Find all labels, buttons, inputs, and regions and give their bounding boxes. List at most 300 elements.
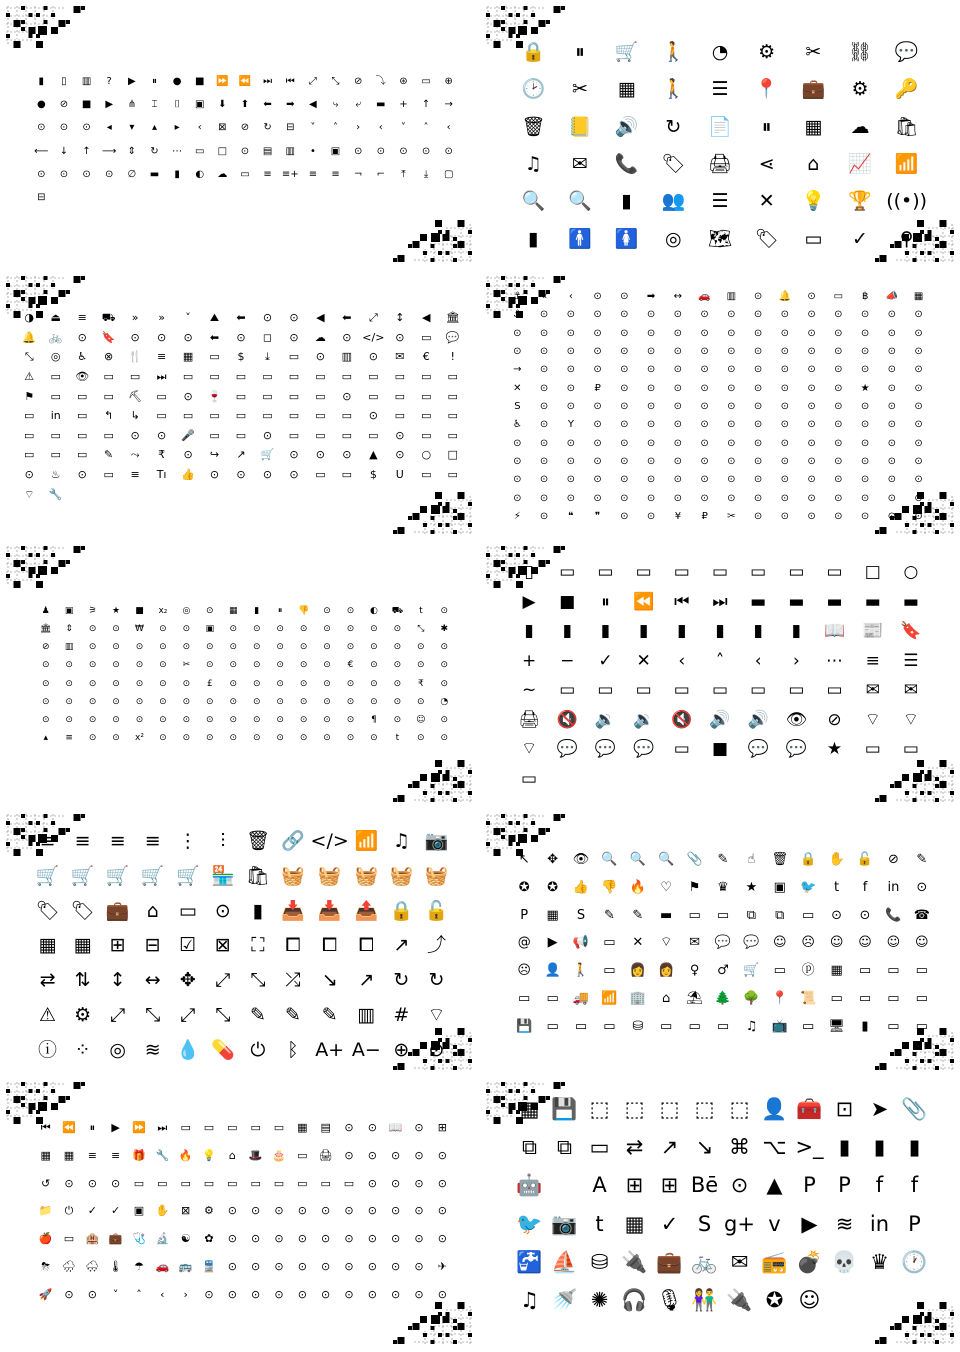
- icon-panel-6: [482, 544, 960, 808]
- icon-glyph: ⊙: [182, 642, 191, 653]
- icon-glyph: ⊙: [620, 437, 629, 449]
- icon-glyph: ⊙: [276, 678, 284, 689]
- icon-glyph: 🚶: [661, 78, 686, 101]
- icon-glyph: ▦: [830, 963, 843, 979]
- icon-panel-2: [482, 0, 960, 268]
- icon-glyph: 👫: [691, 1288, 718, 1313]
- icon-glyph: 🛒: [175, 864, 200, 887]
- icon-glyph: ⊙: [437, 1287, 447, 1301]
- icon-glyph: 🎂: [272, 1149, 286, 1163]
- icon-glyph: ◎: [182, 605, 191, 616]
- icon-glyph: ⊙: [252, 678, 261, 689]
- icon-glyph: ▣: [195, 98, 205, 110]
- icon-glyph: ⏭: [157, 1121, 168, 1135]
- icon-glyph: ⊙: [566, 400, 576, 412]
- icon-glyph: ▭: [76, 448, 88, 462]
- icon-glyph: ⇕: [127, 145, 137, 157]
- icon-glyph: ⊙: [887, 474, 897, 486]
- icon-glyph: ↪: [209, 448, 220, 462]
- icon-glyph: 🏷: [754, 227, 779, 250]
- icon-glyph: ⊙: [321, 1232, 331, 1246]
- icon-glyph: ↘: [695, 1134, 714, 1159]
- icon-glyph: ⊙: [323, 623, 331, 634]
- icon-glyph: 🔓: [424, 899, 449, 922]
- icon-glyph: ✕: [632, 935, 644, 951]
- icon-glyph: ⊙: [182, 715, 191, 726]
- icon-glyph: 💬: [747, 739, 769, 760]
- icon-glyph: ▭: [716, 1018, 730, 1034]
- icon-glyph: 🏨: [85, 1232, 100, 1246]
- icon-glyph: »: [158, 311, 165, 325]
- icon-glyph: 🔒: [521, 41, 546, 64]
- icon-glyph: ⊙: [539, 455, 549, 467]
- icon-glyph: ✋: [828, 852, 845, 868]
- icon-glyph: ☯: [180, 1232, 191, 1246]
- icon-glyph: ↰: [104, 409, 114, 423]
- icon-glyph: ⊙: [156, 330, 167, 344]
- icon-glyph: 🚺: [614, 227, 639, 250]
- icon-glyph: ⤵: [375, 75, 386, 87]
- icon-glyph: ⊙: [914, 309, 923, 321]
- icon-glyph: 🔍: [601, 852, 618, 868]
- icon-glyph: ▭: [288, 350, 300, 364]
- icon-glyph: ⊙: [539, 510, 549, 522]
- icon-glyph: ⊙: [727, 492, 736, 504]
- icon-glyph: ⊙: [276, 696, 284, 707]
- icon-glyph: ⊙: [646, 474, 656, 486]
- icon-glyph: ▭: [802, 1018, 815, 1034]
- icon-glyph: ⊙: [229, 660, 238, 671]
- icon-glyph: ⊙: [727, 364, 736, 376]
- icon-glyph: ⋯: [172, 145, 183, 157]
- icon-glyph: ▬: [376, 98, 386, 110]
- icon-glyph: ▭: [297, 1149, 308, 1163]
- icon-glyph: >_: [795, 1134, 824, 1159]
- icon-glyph: ⤒: [401, 168, 406, 180]
- icon-glyph: ▬: [902, 591, 919, 612]
- icon-glyph: ⊙: [204, 1287, 214, 1301]
- icon-glyph: ⌂: [662, 990, 671, 1006]
- icon-glyph: ◀: [309, 98, 317, 110]
- icon-glyph: ⊙: [353, 145, 363, 157]
- icon-glyph: ⊙: [753, 327, 763, 339]
- icon-glyph: ▭: [50, 370, 61, 384]
- icon-glyph: ⊙: [368, 350, 378, 364]
- icon-glyph: 📥: [281, 899, 305, 922]
- icon-panel-4: [482, 272, 960, 540]
- icon-glyph: #: [393, 1004, 410, 1027]
- icon-glyph: ▭: [597, 562, 614, 583]
- icon-glyph: ▭: [297, 1176, 308, 1190]
- icon-glyph: ⊙: [834, 455, 843, 467]
- icon-glyph: ▤: [320, 1121, 331, 1135]
- icon-glyph: ⊙: [860, 400, 870, 412]
- icon-glyph: ⊙: [367, 1259, 377, 1273]
- icon-glyph: ⌔: [660, 935, 673, 951]
- icon-glyph: ✕: [636, 650, 651, 671]
- icon-glyph: 🛒: [743, 963, 760, 979]
- icon-glyph: 🔧: [48, 487, 63, 501]
- icon-glyph: 🔥: [629, 880, 646, 896]
- icon-glyph: ≡: [109, 829, 126, 852]
- icon-glyph: ⊙: [323, 733, 331, 744]
- icon-glyph: ⊙: [753, 382, 763, 394]
- icon-glyph: ⊙: [700, 346, 709, 358]
- icon-glyph: ⊙: [368, 409, 378, 423]
- icon-glyph: «: [541, 291, 548, 303]
- icon-glyph: ⟶: [102, 145, 117, 157]
- icon-glyph: 📣: [885, 291, 899, 303]
- icon-glyph: ⊙: [860, 492, 870, 504]
- icon-glyph: 🚰: [516, 1249, 543, 1274]
- icon-glyph: ⤷: [332, 98, 339, 110]
- icon-glyph: ⏮: [40, 1121, 51, 1135]
- icon-glyph: ▭: [421, 409, 432, 423]
- icon-glyph: ⊙: [87, 1287, 97, 1301]
- icon-glyph: ⧉: [775, 907, 785, 923]
- icon-glyph: ✉: [395, 350, 405, 364]
- icon-glyph: 👁: [75, 370, 90, 384]
- icon-glyph: ▭: [235, 389, 247, 403]
- icon-glyph: ⊙: [780, 437, 790, 449]
- icon-glyph: ☺: [773, 935, 787, 951]
- icon-glyph: 🎤: [181, 428, 195, 442]
- icon-glyph: ✉: [572, 153, 588, 176]
- icon-glyph: ⊙: [566, 455, 576, 467]
- icon-glyph: ⛁: [590, 1249, 609, 1274]
- icon-glyph: ⊙: [887, 327, 897, 339]
- icon-glyph: ⊙: [831, 907, 843, 923]
- icon-glyph: ▮: [524, 621, 534, 642]
- icon-glyph: 🔧: [155, 1149, 170, 1163]
- icon-glyph: ⊙: [673, 364, 683, 376]
- icon-glyph: 💾: [516, 1018, 533, 1034]
- icon-glyph: ▭: [546, 990, 559, 1006]
- icon-glyph: ⊙: [276, 715, 284, 726]
- icon-glyph: ▭: [887, 990, 900, 1006]
- icon-glyph: ⊞: [660, 1173, 679, 1198]
- icon-glyph: ↗: [358, 969, 375, 992]
- icon-glyph: ⊙: [135, 642, 144, 653]
- icon-glyph: ⊙: [37, 168, 46, 180]
- icon-glyph: ⊙: [646, 492, 656, 504]
- icon-glyph: ♫: [392, 829, 410, 852]
- icon-glyph: ⊙: [251, 1232, 261, 1246]
- icon-glyph: ⊙: [700, 364, 709, 376]
- icon-glyph: ▮: [638, 621, 649, 642]
- icon-glyph: ⊙: [753, 474, 763, 486]
- icon-glyph: 🌧: [62, 1259, 76, 1273]
- icon-glyph: Bē: [690, 1173, 719, 1198]
- icon-glyph: ⊙: [297, 1259, 307, 1273]
- icon-glyph: 🔌: [726, 1288, 753, 1313]
- icon-glyph: ⊡: [835, 1096, 854, 1121]
- icon-glyph: ⊙: [156, 428, 167, 442]
- icon-glyph: −: [560, 650, 575, 671]
- icon-glyph: ⊙: [297, 1232, 307, 1246]
- icon-glyph: ☺: [829, 935, 844, 951]
- icon-glyph: ⊙: [539, 419, 549, 431]
- icon-glyph: S: [576, 907, 586, 923]
- icon-glyph: ⊙: [539, 492, 549, 504]
- icon-glyph: 💬: [633, 739, 655, 760]
- icon-glyph: ⊙: [593, 474, 602, 486]
- icon-glyph: ⊙: [593, 437, 602, 449]
- icon-glyph: 🗺: [707, 227, 733, 250]
- icon-glyph: ▦: [546, 907, 559, 923]
- icon-glyph: →: [444, 98, 453, 110]
- icon-glyph: ⊙: [914, 437, 923, 449]
- icon-glyph: ▭: [50, 389, 61, 403]
- icon-glyph: ▭: [546, 1018, 559, 1034]
- icon-glyph: ⊙: [370, 733, 378, 744]
- icon-glyph: ⊙: [593, 455, 602, 467]
- icon-glyph: !: [450, 350, 455, 364]
- icon-glyph: ▭: [235, 370, 247, 384]
- icon-panel-10: [482, 1080, 960, 1348]
- icon-glyph: ▭: [864, 739, 881, 760]
- icon-glyph: ▬: [788, 591, 805, 612]
- icon-glyph: ▭: [368, 370, 379, 384]
- icon-glyph: ⊙: [88, 733, 97, 744]
- icon-glyph: ⊙: [367, 1121, 377, 1135]
- icon-glyph: 🏆: [848, 190, 872, 213]
- icon-glyph: ⊙: [593, 327, 602, 339]
- icon-glyph: ⊙: [206, 733, 214, 744]
- icon-glyph: ⏏: [50, 311, 61, 325]
- icon-glyph: 💊: [211, 1039, 235, 1062]
- icon-glyph: ⊙: [727, 437, 736, 449]
- icon-glyph: ⊙: [834, 382, 843, 394]
- icon-glyph: 👁: [785, 709, 808, 730]
- icon-glyph: ⊙: [914, 492, 923, 504]
- icon-glyph: ⊙: [566, 364, 576, 376]
- icon-glyph: ⤡: [145, 1004, 161, 1027]
- icon-glyph: 🚶: [572, 963, 590, 979]
- icon-panel-7: [0, 812, 478, 1076]
- icon-glyph: ⏪: [238, 75, 252, 87]
- icon-glyph: ⏻: [250, 1039, 266, 1062]
- icon-glyph: ↳: [130, 409, 140, 423]
- icon-glyph: A: [592, 1173, 607, 1198]
- icon-glyph: ⊙: [393, 715, 402, 726]
- icon-glyph: ☎: [913, 907, 930, 923]
- icon-glyph: ⊙: [64, 1176, 74, 1190]
- icon-glyph: ▭: [273, 1121, 285, 1135]
- icon-glyph: ⊙: [428, 1039, 445, 1062]
- icon-glyph: ⊙: [393, 678, 402, 689]
- icon-glyph: ▭: [157, 1176, 168, 1190]
- icon-glyph: ▭: [421, 389, 432, 403]
- icon-glyph: ⊙: [299, 678, 308, 689]
- icon-glyph: ⊘: [827, 709, 842, 730]
- icon-glyph: ⊘: [353, 75, 363, 87]
- icon-glyph: 💬: [894, 41, 919, 64]
- icon-glyph: 💼: [656, 1249, 683, 1274]
- icon-glyph: ⛟: [101, 311, 116, 325]
- icon-glyph: ▭: [603, 1018, 616, 1034]
- icon-glyph: 🔔: [22, 330, 37, 344]
- icon-glyph: ⌘: [729, 1134, 750, 1159]
- icon-glyph: ⊙: [274, 1259, 284, 1273]
- icon-glyph: ▭: [597, 680, 614, 701]
- icon-glyph: 🧺: [317, 864, 342, 887]
- icon-glyph: ˄: [423, 122, 429, 134]
- icon-glyph: ✪: [518, 880, 530, 896]
- icon-glyph: ▭: [273, 1176, 285, 1190]
- icon-glyph: ⊙: [834, 327, 843, 339]
- icon-glyph: ⊙: [566, 327, 576, 339]
- icon-glyph: ⊙: [370, 660, 378, 671]
- icon-glyph: ⊙: [395, 448, 405, 462]
- icon-glyph: ›: [792, 650, 800, 671]
- icon-glyph: 🏢: [629, 990, 646, 1006]
- icon-glyph: 💬: [743, 935, 760, 951]
- icon-glyph: ⊙: [252, 660, 261, 671]
- icon-glyph: ▮: [254, 605, 260, 616]
- icon-glyph: ▭: [103, 370, 114, 384]
- icon-glyph: ⊙: [834, 510, 843, 522]
- icon-glyph: ●: [172, 75, 182, 87]
- icon-glyph: ⊙: [297, 1204, 307, 1218]
- icon-glyph: ⊙: [111, 1176, 121, 1190]
- icon-glyph: ↑: [82, 145, 91, 157]
- icon-glyph: 🧺: [424, 864, 449, 887]
- icon-glyph: ¶: [371, 715, 377, 726]
- icon-glyph: ⊙: [700, 309, 709, 321]
- icon-glyph: ⊙: [753, 346, 763, 358]
- icon-glyph: ⏸: [277, 605, 283, 616]
- icon-glyph: ⊙: [299, 733, 308, 744]
- icon-glyph: ⊘: [887, 852, 899, 868]
- icon-glyph: ⛁: [632, 1018, 644, 1034]
- icon-glyph: ✓: [598, 650, 613, 671]
- icon-glyph: ▭: [603, 935, 616, 951]
- icon-glyph: ⊙: [41, 715, 50, 726]
- icon-glyph: ▭: [343, 1176, 355, 1190]
- icon-glyph: ⚙: [74, 1004, 92, 1027]
- icon-glyph: ⛵: [551, 1249, 578, 1274]
- icon-glyph: ⊙: [566, 346, 576, 358]
- icon-glyph: 🏷: [661, 153, 686, 176]
- icon-glyph: ⏩: [132, 1121, 146, 1135]
- icon-glyph: ▭: [421, 75, 431, 87]
- icon-glyph: 🎁: [132, 1149, 146, 1163]
- icon-glyph: ⊙: [700, 327, 709, 339]
- icon-glyph: ⊙: [395, 428, 405, 442]
- icon-glyph: 🔖: [101, 330, 116, 344]
- icon-glyph: ⊙: [183, 448, 193, 462]
- icon-glyph: ☺: [886, 935, 901, 951]
- icon-glyph: 📰: [862, 621, 884, 642]
- icon-glyph: ‹: [160, 1287, 165, 1301]
- icon-glyph: ⊙: [834, 474, 843, 486]
- icon-glyph: ⊙: [673, 455, 683, 467]
- icon-glyph: 📺: [771, 1018, 788, 1034]
- icon-glyph: ⊙: [135, 660, 144, 671]
- icon-glyph: ⊙: [342, 448, 352, 462]
- icon-glyph: ⊙: [206, 660, 214, 671]
- icon-glyph: ⊙: [513, 492, 522, 504]
- icon-glyph: ⊙: [437, 1232, 447, 1246]
- icon-glyph: ▾: [129, 122, 135, 134]
- icon-glyph: 💡: [202, 1149, 216, 1163]
- icon-glyph: ⊙: [646, 510, 656, 522]
- icon-glyph: 🔍: [629, 852, 646, 868]
- icon-glyph: 👤: [544, 963, 561, 979]
- icon-glyph: ⊙: [860, 346, 870, 358]
- icon-glyph: 🌡: [108, 1259, 123, 1273]
- icon-glyph: ⊙: [513, 474, 522, 486]
- icon-glyph: ⊙: [620, 474, 629, 486]
- icon-glyph: ⌔: [902, 709, 919, 730]
- icon-glyph: 🍎: [38, 1232, 53, 1246]
- icon-glyph: ◐: [195, 168, 205, 180]
- icon-glyph: ▭: [315, 370, 326, 384]
- icon-glyph: ▯: [61, 75, 67, 87]
- icon-glyph: ≡: [865, 650, 880, 671]
- icon-glyph: ⊙: [135, 678, 144, 689]
- icon-glyph: ▲: [369, 448, 378, 462]
- icon-glyph: ◔: [440, 696, 449, 707]
- icon-glyph: ⊙: [393, 660, 402, 671]
- icon-glyph: ⊙: [346, 715, 355, 726]
- icon-glyph: ⊙: [566, 474, 576, 486]
- icon-glyph: ◎: [50, 350, 61, 364]
- icon-glyph: ⊙: [914, 474, 923, 486]
- icon-glyph: 🕑: [521, 78, 546, 101]
- icon-glyph: ⊙: [262, 428, 273, 442]
- icon-glyph: ✎: [916, 852, 928, 868]
- icon-glyph: ≡: [130, 468, 140, 482]
- icon-glyph: ˄: [333, 122, 339, 134]
- icon-glyph: ⚑: [24, 389, 35, 403]
- icon-glyph: ✎: [104, 448, 114, 462]
- icon-glyph: ⊙: [673, 437, 683, 449]
- icon-glyph: ▬: [826, 591, 843, 612]
- icon-glyph: 🌨: [85, 1259, 100, 1273]
- icon-glyph: ▭: [262, 389, 273, 403]
- icon-glyph: ⤢: [215, 969, 231, 992]
- icon-glyph: ✕: [513, 382, 522, 394]
- icon-glyph: ⊙: [315, 448, 326, 462]
- icon-glyph: 💣: [796, 1249, 823, 1274]
- icon-glyph: 📎: [686, 852, 703, 868]
- icon-glyph: t: [595, 1211, 604, 1236]
- icon-glyph: ▭: [421, 330, 432, 344]
- icon-glyph: 🔊: [709, 709, 731, 730]
- icon-glyph: ▭: [421, 468, 432, 482]
- icon-glyph: ≡+: [281, 168, 299, 180]
- icon-panel-5: [0, 544, 478, 808]
- icon-glyph: ⊙: [417, 660, 425, 671]
- icon-glyph: 📄: [708, 115, 732, 138]
- icon-glyph: ▭: [288, 370, 300, 384]
- icon-glyph: ⊙: [209, 468, 220, 482]
- icon-glyph: ⬚: [694, 1096, 715, 1121]
- icon-glyph: ⫶: [220, 829, 226, 852]
- icon-glyph: ⊘: [59, 98, 69, 110]
- icon-glyph: +: [399, 98, 408, 110]
- icon-glyph: ✎: [632, 907, 644, 923]
- icon-glyph: ⊙: [730, 1173, 749, 1198]
- icon-glyph: ▭: [262, 370, 273, 384]
- icon-glyph: ⊙: [887, 400, 897, 412]
- icon-glyph: 🏪: [211, 864, 235, 887]
- icon-glyph: ◐: [370, 605, 378, 616]
- icon-glyph: ⊙: [834, 492, 843, 504]
- icon-glyph: ▭: [660, 1018, 673, 1034]
